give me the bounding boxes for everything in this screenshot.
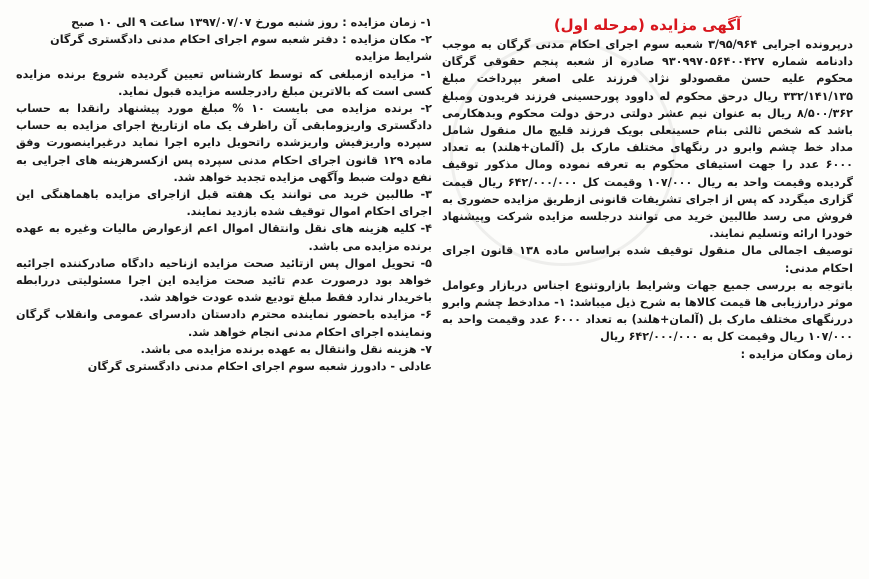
- notice-title: آگهی مزایده (مرحله اول): [553, 16, 742, 34]
- condition-1: ۱- مزایده ازمبلغی که توسط کارشناس تعیین گردیده شروع برنده مزایده کسی است که بالاترین مبلغ رادرجلسه مزایده قبول نماید.: [16, 67, 432, 98]
- left-column: [16, 14, 432, 573]
- signature-line: عادلی - دادورز شعبه سوم اجرای احکام مدنی دادگستری گرگان: [87, 360, 432, 374]
- case-description: درپرونده اجرایی ۳/۹۵/۹۶۴ شعبه سوم اجرای احکام مدنی گرگان به موجب دادنامه شماره ۹۳۰۹۹۷۰۵۶۴۰۰۴۲۷ صادره از شعبه پنجم حقوقی گرگان محکوم علیه حسن مقصودلو نژاد فرزند علی اصغر بپرداخت مبلغ ۳۳۲/۱۴۱/۱۳۵ ریال درحق محکوم له داوود پورحسینی فرزند فریدون ومبلغ ۸/۵۰۰/۳۶۲ ریال به عنوان نیم عشر دولتی درحق دولت محکوم وبدهکارمی باشد که شخص ثالثی بنام حسینعلی بویک فرزند قلیچ مال منقول شامل مداد خط چشم وابرو در رنگهای مختلف مارک بل (آلمان+هلند) به تعداد ۶۰۰۰ عدد را جهت استیفای محکوم به تعرفه نموده ومال مذکور توقیف گردیده وقیمت واحد به ریال ۱۰۷/۰۰۰ وقیمت کل ۶۴۲/۰۰۰/۰۰۰ ریال قیمت گزاری میگردد که پس از اجرای تشریفات قانونی ازطریق مزایده حضوری به فروش می رسد طالبین خرید می توانند درجلسه مزایده شرکت وپیشنهاد خودرا ارائه وتسلیم نمایند.: [442, 38, 853, 241]
- auction-time: ۱- زمان مزایده : روز شنبه مورخ ۱۳۹۷/۰۷/۰۷ ساعت ۹ الی ۱۰ صبح: [71, 16, 432, 29]
- condition-2: ۲- برنده مزایده می بایست ۱۰ % مبلغ مورد پیشنهاد رانقدا به حساب دادگستری واریزومابقی آن راظرف یک ماه ازتاریخ اجرای مزایده به حساب سپرده واریزفیش واریزشده راتحویل دایره اجرا نماید درغیراینصورت وفق ماده ۱۲۹ قانون اجرای احکام مدنی سپرده پس ازکسرهزینه های اجرایی به نفع دولت ضبط وآگهی مزایده تجدید خواهد شد.: [16, 102, 432, 184]
- condition-4: ۴- کلیه هزینه های نقل وانتقال اموال اعم ازعوارض مالیات وغیره به عهده برنده مزایده می باشد.: [16, 222, 432, 253]
- right-column: [442, 14, 853, 573]
- valuation-paragraph: باتوجه به بررسی جمیع جهات وشرایط بازاروتنوع اجناس دربازار وعوامل موثر درارزیابی ها قیمت کالاها به شرح ذیل میباشد: ۱- مدادخط چشم وابرو دررنگهای مختلف مارک بل (آلمان+هلند) به تعداد ۶۰۰۰ عدد وقیمت واحد به ۱۰۷/۰۰۰ ریال وقیمت کل به ۶۴۲/۰۰۰/۰۰۰ ریال: [442, 278, 853, 344]
- property-description-heading: توصیف اجمالی مال منقول توقیف شده براساس ماده ۱۳۸ قانون اجرای احکام مدنی:: [442, 244, 853, 275]
- time-place-heading: زمان ومکان مزایده :: [740, 347, 853, 361]
- condition-7: ۷- هزینه نقل وانتقال به عهده برنده مزایده می باشد.: [140, 342, 432, 356]
- condition-5: ۵- تحویل اموال پس ازتائید صحت مزایده ازناحیه دادگاه صادرکننده اجرائیه خواهد بود درصورت عدم تائید صحت مزایده این اجرا مسئولیتی دررابطه باخریدار ندارد فقط مبلغ تودیع شده عودت خواهد شد.: [16, 256, 432, 305]
- notice-columns: [16, 14, 853, 573]
- auction-place: ۲- مکان مزایده : دفتر شعبه سوم اجرای احکام مدنی دادگستری گرگان: [50, 33, 432, 47]
- condition-6: ۶- مزایده باحضور نماینده محترم دادستان دادسرای عمومی وانقلاب گرگان ونماینده اجرای احکام مدنی انجام خواهد شد.: [16, 308, 432, 339]
- conditions-heading: شرایط مزایده: [355, 50, 432, 64]
- condition-3: ۳- طالبین خرید می توانند یک هفته قبل ازاجرای مزایده باهماهنگی این اجرای احکام اموال توقیف شده بازدید نمایند.: [16, 188, 432, 219]
